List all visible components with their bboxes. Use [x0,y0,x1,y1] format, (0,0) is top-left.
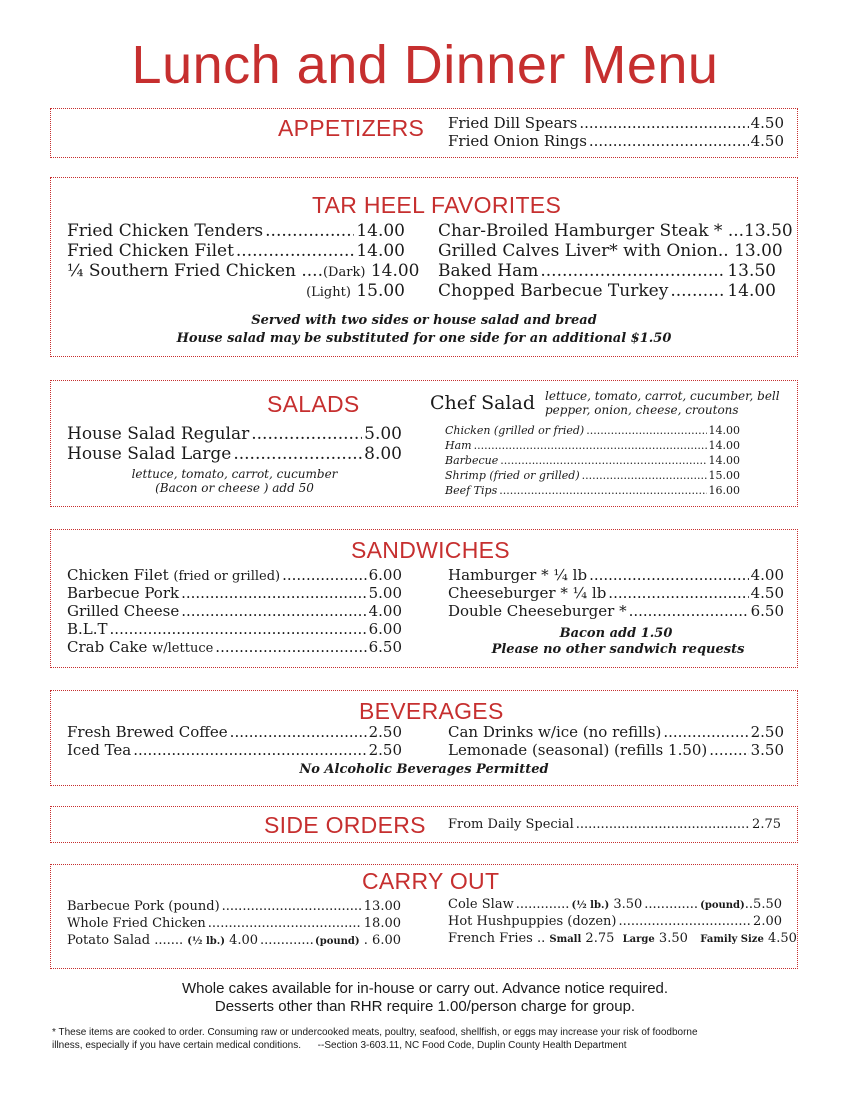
menu-item: Fried Onion Rings ..... 4.50 [448,132,784,150]
menu-item: Ham ..... 14.00 [445,439,740,452]
menu-item: Cole Slaw ..... (½ lb.) 3.50 ..... (pound) .. 5.50 [448,897,782,912]
menu-item: ¼ Southern Fried Chicken .... (Dark) 14.00 [67,261,420,281]
menu-item: Lemonade (seasonal) (refills 1.50) ..... 3.50 [448,741,784,759]
sandwiches-note: Bacon add 1.50 [559,626,673,641]
menu-item: French Fries .. Small 2.75 Large 3.50 Family Size 4.50 [448,931,797,946]
menu-item: Chicken (grilled or fried) ..... 14.00 [445,424,740,437]
menu-item: Barbecue ..... 14.00 [445,454,740,467]
menu-item: Fried Chicken Tenders ..... 14.00 [67,221,405,241]
menu-item: Fried Chicken Filet ..... 14.00 [67,241,405,261]
menu-item: Char-Broiled Hamburger Steak * ... 13.50 [438,221,793,241]
chef-salad-title: Chef Salad [430,392,536,414]
menu-item: Shrimp (fried or grilled) ..... 15.00 [445,469,740,482]
menu-item: Hamburger * ¼ lb ..... 4.00 [448,566,784,584]
menu-item: Double Cheeseburger * ..... 6.50 [448,602,784,620]
menu-item: Whole Fried Chicken ..... 18.00 [67,916,401,931]
beverages-note: No Alcoholic Beverages Permitted [299,762,549,777]
menu-item: B.L.T ..... 6.00 [67,620,402,638]
tarheel-title: TAR HEEL FAVORITES [312,192,562,218]
menu-item: House Salad Large ..... 8.00 [67,444,402,464]
side-orders-title: SIDE ORDERS [264,812,426,838]
salads-title: SALADS [267,391,360,417]
menu-item: Potato Salad ....... (½ lb.) 4.00 ..... (pound) . 6.00 [67,933,401,948]
footer-cakes: Whole cakes available for in-house or carry out. Advance notice required. [181,980,669,997]
sandwiches-note: Please no other sandwich requests [491,642,745,657]
salad-description: lettuce, tomato, carrot, cucumber [131,467,338,481]
menu-item: House Salad Regular ..... 5.00 [67,424,402,444]
salad-addon: (Bacon or cheese ) add 50 [155,481,314,495]
appetizers-title: APPETIZERS [278,115,425,141]
menu-item: Cheeseburger * ¼ lb ..... 4.50 [448,584,784,602]
food-safety-disclaimer: * These items are cooked to order. Consuming raw or undercooked meats, poultry, seafood, shellfish, or eggs may increase your risk of foodborne [52,1027,698,1038]
menu-item: Barbecue Pork (pound) ..... 13.00 [67,899,401,914]
sandwiches-title: SANDWICHES [351,537,510,563]
carry-out-title: CARRY OUT [362,868,500,894]
tarheel-note: Served with two sides or house salad and bread [251,313,597,328]
menu-item: Chicken Filet (fried or grilled) ..... 6.00 [67,566,402,584]
chef-salad-description: lettuce, tomato, carrot, cucumber, bell [545,389,780,403]
menu-item: Can Drinks w/ice (no refills) ..... 2.50 [448,723,784,741]
menu-item: Crab Cake w/lettuce ..... 6.50 [67,638,402,656]
menu-item: Beef Tips ..... 16.00 [445,484,740,497]
chef-salad-description: pepper, onion, cheese, croutons [545,403,739,417]
menu-item: Grilled Calves Liver* with Onion .. 13.00 [438,241,783,261]
food-safety-disclaimer: illness, especially if you have certain medical conditions. --Section 3-603.11, NC Food Code, Duplin County Health Department [52,1040,627,1051]
menu-item: Fried Dill Spears ..... 4.50 [448,114,784,132]
tarheel-note: House salad may be substituted for one side for an additional $1.50 [176,331,672,346]
beverages-title: BEVERAGES [359,698,504,724]
menu-item: (Light) 15.00 [306,281,405,301]
footer-desserts: Desserts other than RHR require 1.00/person charge for group. [214,998,636,1015]
menu-item: From Daily Special ..... 2.75 [448,817,781,832]
menu-item: Grilled Cheese ..... 4.00 [67,602,402,620]
menu-title: Lunch and Dinner Menu [131,35,719,95]
menu-item: Iced Tea ..... 2.50 [67,741,402,759]
menu-item: Hot Hushpuppies (dozen) ..... 2.00 [448,914,782,929]
menu-item: Barbecue Pork ..... 5.00 [67,584,402,602]
menu-item: Fresh Brewed Coffee ..... 2.50 [67,723,402,741]
menu-item: Chopped Barbecue Turkey ..... 14.00 [438,281,776,301]
menu-item: Baked Ham ..... 13.50 [438,261,776,281]
